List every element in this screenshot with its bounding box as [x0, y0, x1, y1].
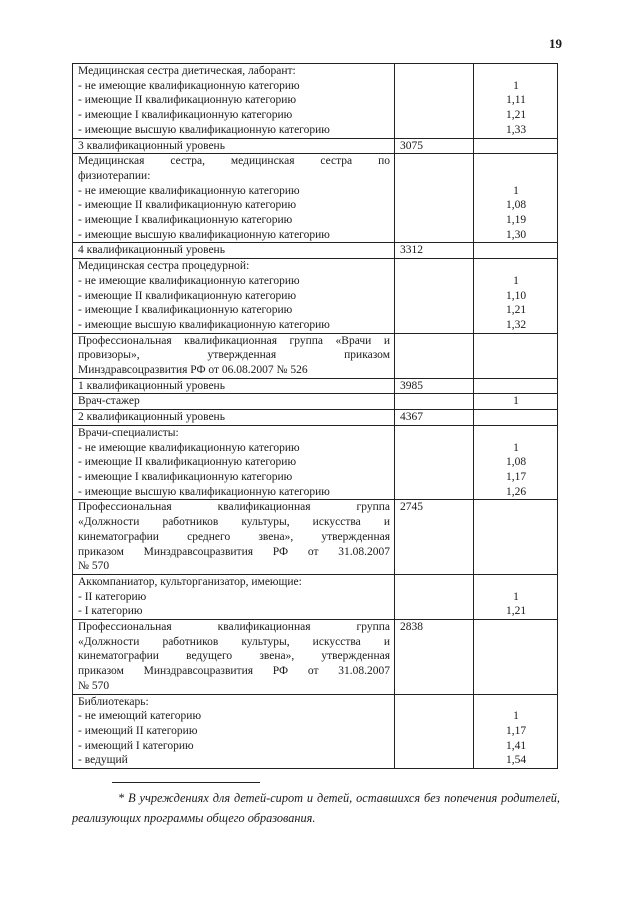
coefficient-value: 1,32: [505, 318, 527, 331]
coefficient-value: 1,17: [505, 470, 527, 483]
coefficient-value: 1: [513, 710, 519, 723]
row-title-line: - имеющие I квалификационную категорию: [78, 109, 293, 122]
coefficient-value: 1: [513, 79, 519, 92]
row-title-line: - имеющие II квалификационную категорию: [78, 456, 297, 469]
table-row: [73, 259, 558, 334]
coefficient-value: 1,33: [505, 123, 527, 136]
row-title-line: - имеющие II квалификационную категорию: [78, 94, 297, 107]
row-title-cell: [73, 425, 395, 500]
row-title-line: - имеющие I квалификационную категорию: [78, 470, 293, 483]
row-title-line: приказом Минздравсоцразвития РФ от 31.08.2007: [78, 545, 390, 558]
row-title-line: № 570: [78, 560, 110, 573]
row-title-cell: [73, 64, 395, 139]
salary-cell: [395, 259, 474, 334]
salary-cell: 2838: [395, 620, 474, 695]
row-title-line: - не имеющие квалификационную категорию: [78, 274, 300, 287]
coefficient-cell: [474, 410, 558, 426]
row-title-line: Аккомпаниатор, культорганизатор, имеющие:: [78, 575, 302, 588]
row-title-cell: [73, 378, 395, 394]
salary-cell: [395, 694, 474, 769]
coefficient-value: 1,21: [505, 605, 527, 618]
row-title-line: - имеющие I квалификационную категорию: [78, 304, 293, 317]
row-title-line: - имеющие II квалификационную категорию: [78, 289, 297, 302]
salary-cell: 4367: [395, 410, 474, 426]
salary-cell: [395, 333, 474, 378]
coefficient-value: [479, 426, 553, 441]
row-title-cell: [73, 500, 395, 575]
row-title-line: Врач-стажер: [78, 395, 140, 408]
coefficient-value: 1,41: [505, 739, 527, 752]
row-title-line: 4 квалификационный уровень: [78, 244, 225, 257]
coefficient-value: [479, 169, 553, 184]
table-row: [73, 620, 558, 695]
row-title-line: Профессиональная квалификационная группа: [78, 621, 390, 634]
salary-table: [72, 63, 558, 769]
row-title-line: Врачи-специалисты:: [78, 426, 179, 439]
row-title-line: кинематографии ведущего звена», утвержденная: [78, 650, 390, 663]
coefficient-value: 1: [513, 184, 519, 197]
row-title-cell: [73, 620, 395, 695]
row-title-line: - имеющие II квалификационную категорию: [78, 199, 297, 212]
salary-cell: 2745: [395, 500, 474, 575]
row-title-line: приказом Минздравсоцразвития РФ от 31.08.2007: [78, 665, 390, 678]
coefficient-cell: [474, 394, 558, 410]
row-title-line: - имеющие высшую квалификационную категорию: [78, 318, 330, 331]
row-title-line: Библиотекарь:: [78, 695, 149, 708]
salary-cell: [395, 64, 474, 139]
row-title-line: - ведущий: [78, 754, 128, 767]
coefficient-value: [479, 575, 553, 590]
row-title-line: кинематографии среднего звена», утвержденная: [78, 530, 390, 543]
coefficient-cell: [474, 378, 558, 394]
row-title-line: Минздравсоцразвития РФ от 06.08.2007 № 526: [78, 364, 308, 377]
row-title-line: провизоры», утвержденная приказом: [78, 349, 390, 362]
coefficient-value: 1,08: [505, 456, 527, 469]
row-title-line: - не имеющие квалификационную категорию: [78, 79, 300, 92]
row-title-line: «Должности работников культуры, искусства и: [78, 516, 390, 529]
salary-cell: [395, 394, 474, 410]
coefficient-cell: [474, 243, 558, 259]
coefficient-value: 1: [513, 274, 519, 287]
coefficient-value: 1: [513, 395, 519, 408]
coefficient-value: 1,10: [505, 289, 527, 302]
row-title-cell: [73, 243, 395, 259]
row-title-cell: [73, 259, 395, 334]
coefficient-cell: [474, 259, 558, 334]
row-title-cell: [73, 574, 395, 619]
coefficient-value: 1,08: [505, 199, 527, 212]
coefficient-cell: [474, 425, 558, 500]
row-title-line: № 570: [78, 679, 110, 692]
salary-cell: 3075: [395, 138, 474, 154]
coefficient-cell: [474, 574, 558, 619]
coefficient-value: 1,30: [505, 228, 527, 241]
row-title-line: Медицинская сестра, медицинская сестра по: [78, 155, 390, 168]
row-title-line: - не имеющие квалификационную категорию: [78, 441, 300, 454]
table-row: [73, 574, 558, 619]
row-title-line: 2 квалификационный уровень: [78, 411, 225, 424]
coefficient-value: 1,19: [505, 213, 527, 226]
table-row: [73, 410, 558, 426]
row-title-line: - имеющий I категорию: [78, 739, 194, 752]
row-title-cell: [73, 694, 395, 769]
row-title-cell: [73, 410, 395, 426]
row-title-line: - имеющие высшую квалификационную категорию: [78, 123, 330, 136]
salary-cell: [395, 154, 474, 243]
coefficient-cell: [474, 500, 558, 575]
coefficient-value: 1: [513, 441, 519, 454]
coefficient-value: 1,26: [505, 485, 527, 498]
table-row: [73, 394, 558, 410]
table-row: [73, 500, 558, 575]
row-title-line: физиотерапии:: [78, 169, 151, 182]
coefficient-value: [479, 695, 553, 710]
row-title-line: Медицинская сестра процедурной:: [78, 260, 250, 273]
row-title-cell: [73, 154, 395, 243]
row-title-line: - имеющие I квалификационную категорию: [78, 214, 293, 227]
table-row: [73, 333, 558, 378]
row-title-cell: [73, 138, 395, 154]
page-number: 19: [549, 36, 562, 51]
salary-cell: 3312: [395, 243, 474, 259]
row-title-cell: [73, 394, 395, 410]
row-title-cell: [73, 333, 395, 378]
row-title-line: - имеющий II категорию: [78, 724, 198, 737]
row-title-line: - II категорию: [78, 590, 147, 603]
coefficient-value: [479, 259, 553, 274]
row-title-line: 1 квалификационный уровень: [78, 379, 225, 392]
row-title-line: - имеющие высшую квалификационную категорию: [78, 485, 330, 498]
row-title-line: Профессиональная квалификационная группа «Врачи и: [78, 334, 390, 347]
table-row: [73, 694, 558, 769]
table-row: [73, 243, 558, 259]
coefficient-value: 1,11: [506, 94, 526, 107]
coefficient-value: [479, 154, 553, 169]
table-row: [73, 154, 558, 243]
coefficient-cell: [474, 64, 558, 139]
coefficient-cell: [474, 333, 558, 378]
coefficient-value: 1: [513, 590, 519, 603]
table-row: [73, 425, 558, 500]
coefficient-value: 1,54: [505, 754, 527, 767]
row-title-line: «Должности работников культуры, искусства и: [78, 635, 390, 648]
footnote-rule: [112, 782, 260, 783]
table-body: [73, 64, 558, 769]
row-title-line: - I категорию: [78, 605, 143, 618]
row-title-line: 3 квалификационный уровень: [78, 139, 225, 152]
coefficient-cell: [474, 138, 558, 154]
row-title-line: - не имеющий категорию: [78, 710, 202, 723]
footnote: * В учреждениях для детей-сирот и детей, оставшихся без попечения родителей, реализующих программы общего образования.: [72, 791, 560, 825]
row-title-line: - имеющие высшую квалификационную категорию: [78, 228, 330, 241]
coefficient-value: 1,21: [505, 304, 527, 317]
table-row: [73, 138, 558, 154]
row-title-line: Профессиональная квалификационная группа: [78, 501, 390, 514]
coefficient-value: 1,17: [505, 724, 527, 737]
row-title-line: - не имеющие квалификационную категорию: [78, 184, 300, 197]
coefficient-value: [479, 64, 553, 79]
table-row: [73, 378, 558, 394]
row-title-line: Медицинская сестра диетическая, лаборант:: [78, 65, 296, 77]
coefficient-cell: [474, 154, 558, 243]
coefficient-cell: [474, 694, 558, 769]
salary-cell: [395, 425, 474, 500]
salary-cell: [395, 574, 474, 619]
table-row: [73, 64, 558, 139]
coefficient-cell: [474, 620, 558, 695]
salary-cell: 3985: [395, 378, 474, 394]
coefficient-value: 1,21: [505, 109, 527, 122]
